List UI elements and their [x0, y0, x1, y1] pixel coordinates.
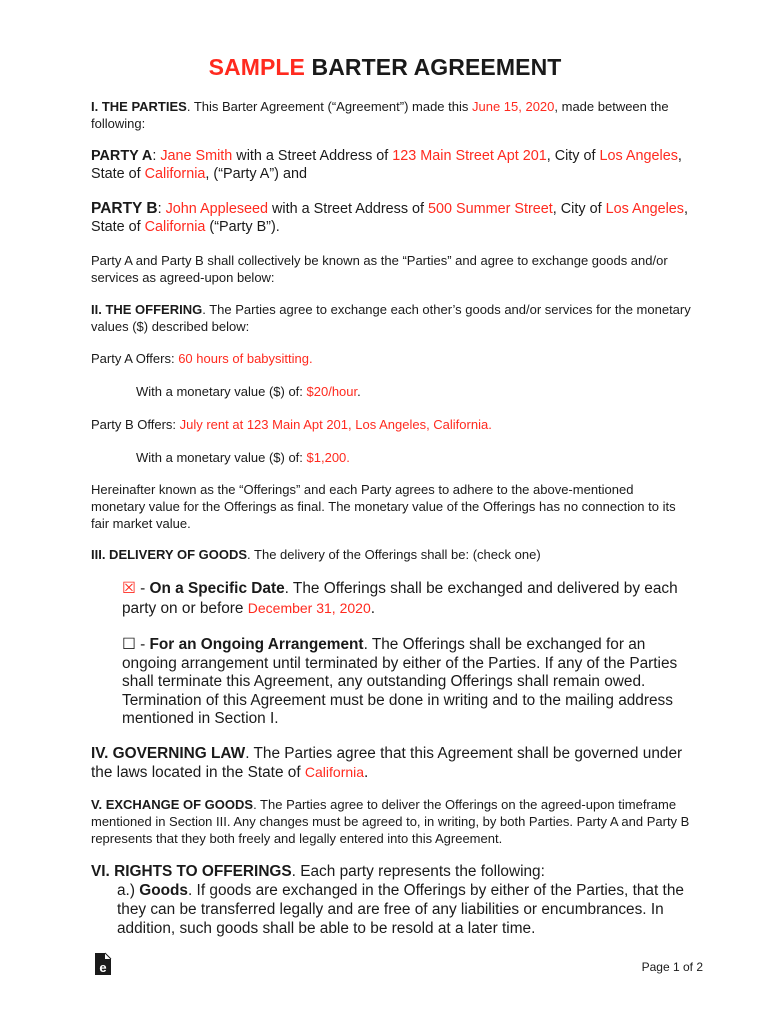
party-a-name: Jane Smith	[160, 148, 233, 164]
title-rest: BARTER AGREEMENT	[305, 54, 562, 80]
party-b-address: 500 Summer Street	[428, 201, 553, 217]
exchange-heading: V. EXCHANGE OF GOODS	[91, 797, 254, 812]
delivery-section	[91, 546, 691, 563]
party-a-money: $20/hour	[306, 384, 358, 399]
document-title	[0, 54, 770, 81]
delivery-heading: III. DELIVERY OF GOODS	[91, 547, 248, 562]
rights-a-text: . If goods are exchanged in the Offerings by either of the Parties, that the they can be transferred legally and are free of any liabilities or encumbrances. In addition, such goods shall be able to be resold at a later time.	[117, 882, 684, 937]
party-a-text-5: , (“Party A”) and	[205, 166, 307, 182]
delivery-option-specific-date	[122, 580, 682, 618]
rights-section	[91, 862, 691, 881]
collective-paragraph: Party A and Party B shall collectively be known as the “Parties” and agree to exchange goods and/or services as agreed-upon below:	[91, 253, 668, 285]
party-a-text-4: , State of	[91, 148, 682, 182]
option2-label: For an Ongoing Arrangement	[149, 636, 364, 653]
offering-section	[91, 301, 691, 335]
party-b-label: PARTY B	[91, 200, 158, 217]
party-b-text-3: , City of	[552, 201, 606, 217]
delivery-date: December 31, 2020	[247, 599, 371, 616]
party-a-money-label: With a monetary value ($) of:	[136, 384, 307, 399]
party-b-monetary-value	[136, 449, 736, 466]
checked-box-icon[interactable]: ☒	[122, 580, 136, 597]
offering-heading: II. THE OFFERING	[91, 302, 203, 317]
party-a-offers	[91, 350, 691, 367]
svg-text:e: e	[99, 960, 107, 975]
party-a-address: 123 Main Street Apt 201	[392, 148, 547, 164]
title-sample: SAMPLE	[208, 54, 306, 80]
party-b-name: John Appleseed	[165, 201, 269, 217]
option2-text: . The Offerings shall be exchanged for an ongoing arrangement until terminated by either of the Parties. If any of the Parties shall terminate this Agreement, any outstanding Offerings shall remain owed. Termination of this Agreement must be done in writing and to the mailing address mentioned in Section I.	[122, 636, 678, 727]
exchange-section	[91, 796, 691, 847]
rights-text: . Each party represents the following:	[291, 863, 545, 880]
party-b-paragraph	[91, 200, 691, 236]
parties-section	[91, 98, 691, 132]
delivery-option-ongoing	[122, 636, 682, 729]
option1-text: . The Offerings shall be exchanged and delivered by each party on or before	[122, 580, 678, 617]
rights-item-goods	[117, 881, 687, 938]
exchange-text: . The Parties agree to deliver the Offerings on the agreed-upon timeframe mentioned in Section III. Any changes must be agreed to, in writing, by both Parties. Party A and Party B represents that they both freely and legally entered into this Agreement.	[91, 797, 690, 846]
eforms-logo-icon	[94, 952, 112, 976]
party-b-money: $1,200.	[306, 450, 350, 465]
parties-text-2: , made between the following:	[91, 99, 669, 131]
party-b-state: California	[144, 219, 206, 235]
party-a-text-3: , City of	[546, 148, 600, 164]
unchecked-box-icon[interactable]: ☐	[122, 636, 136, 653]
option1-end: .	[370, 599, 376, 617]
party-b-money-label: With a monetary value ($) of:	[136, 450, 307, 465]
party-a-text-1: :	[152, 148, 161, 164]
delivery-text: . The delivery of the Offerings shall be: (check one)	[247, 547, 541, 562]
party-a-paragraph	[91, 147, 691, 183]
party-a-offers-label: Party A Offers:	[91, 351, 179, 366]
party-a-text-2: with a Street Address of	[232, 148, 393, 164]
party-a-city: Los Angeles	[599, 148, 678, 164]
option1-dash: -	[135, 580, 150, 597]
party-a-state: California	[144, 166, 206, 182]
rights-heading: VI. RIGHTS TO OFFERINGS	[91, 863, 292, 880]
offering-text: . The Parties agree to exchange each other’s goods and/or services for the monetary values ($) described below:	[91, 302, 691, 334]
rights-a-label: Goods	[139, 882, 188, 899]
governing-end: .	[364, 764, 369, 781]
rights-a-marker: a.)	[117, 882, 140, 899]
page-number: Page 1 of 2	[641, 960, 703, 974]
party-b-city: Los Angeles	[605, 201, 684, 217]
hereinafter-paragraph: Hereinafter known as the “Offerings” and each Party agrees to adhere to the above-mentioned monetary value for the Offerings as final. The monetary value of the Offerings has no connection to its fair market value.	[91, 482, 676, 531]
governing-heading: IV. GOVERNING LAW	[91, 745, 246, 762]
governing-law-section	[91, 744, 691, 782]
governing-text: . The Parties agree that this Agreement shall be governed under the laws located in the State of	[91, 745, 683, 781]
option1-label: On a Specific Date	[149, 580, 285, 597]
party-b-text-4: , State of	[91, 201, 688, 235]
party-a-label: PARTY A	[91, 148, 153, 164]
party-b-text-2: with a Street Address of	[268, 201, 429, 217]
agreement-date: June 15, 2020	[471, 99, 555, 114]
option2-dash: -	[135, 636, 150, 653]
party-b-offers-label: Party B Offers:	[91, 417, 180, 432]
party-b-text-5: (“Party B”).	[205, 219, 280, 235]
party-a-money-end: .	[357, 384, 361, 399]
party-a-monetary-value	[136, 383, 736, 400]
parties-heading: I. THE PARTIES	[91, 99, 187, 114]
party-b-offers	[91, 416, 691, 433]
party-b-text-1: :	[157, 201, 166, 217]
governing-state: California	[304, 764, 365, 780]
party-b-offer-value: July rent at 123 Main Apt 201, Los Angeles, California.	[179, 417, 492, 432]
parties-text-1: . This Barter Agreement (“Agreement”) made this	[186, 99, 472, 114]
party-a-offer-value: 60 hours of babysitting.	[178, 351, 313, 366]
